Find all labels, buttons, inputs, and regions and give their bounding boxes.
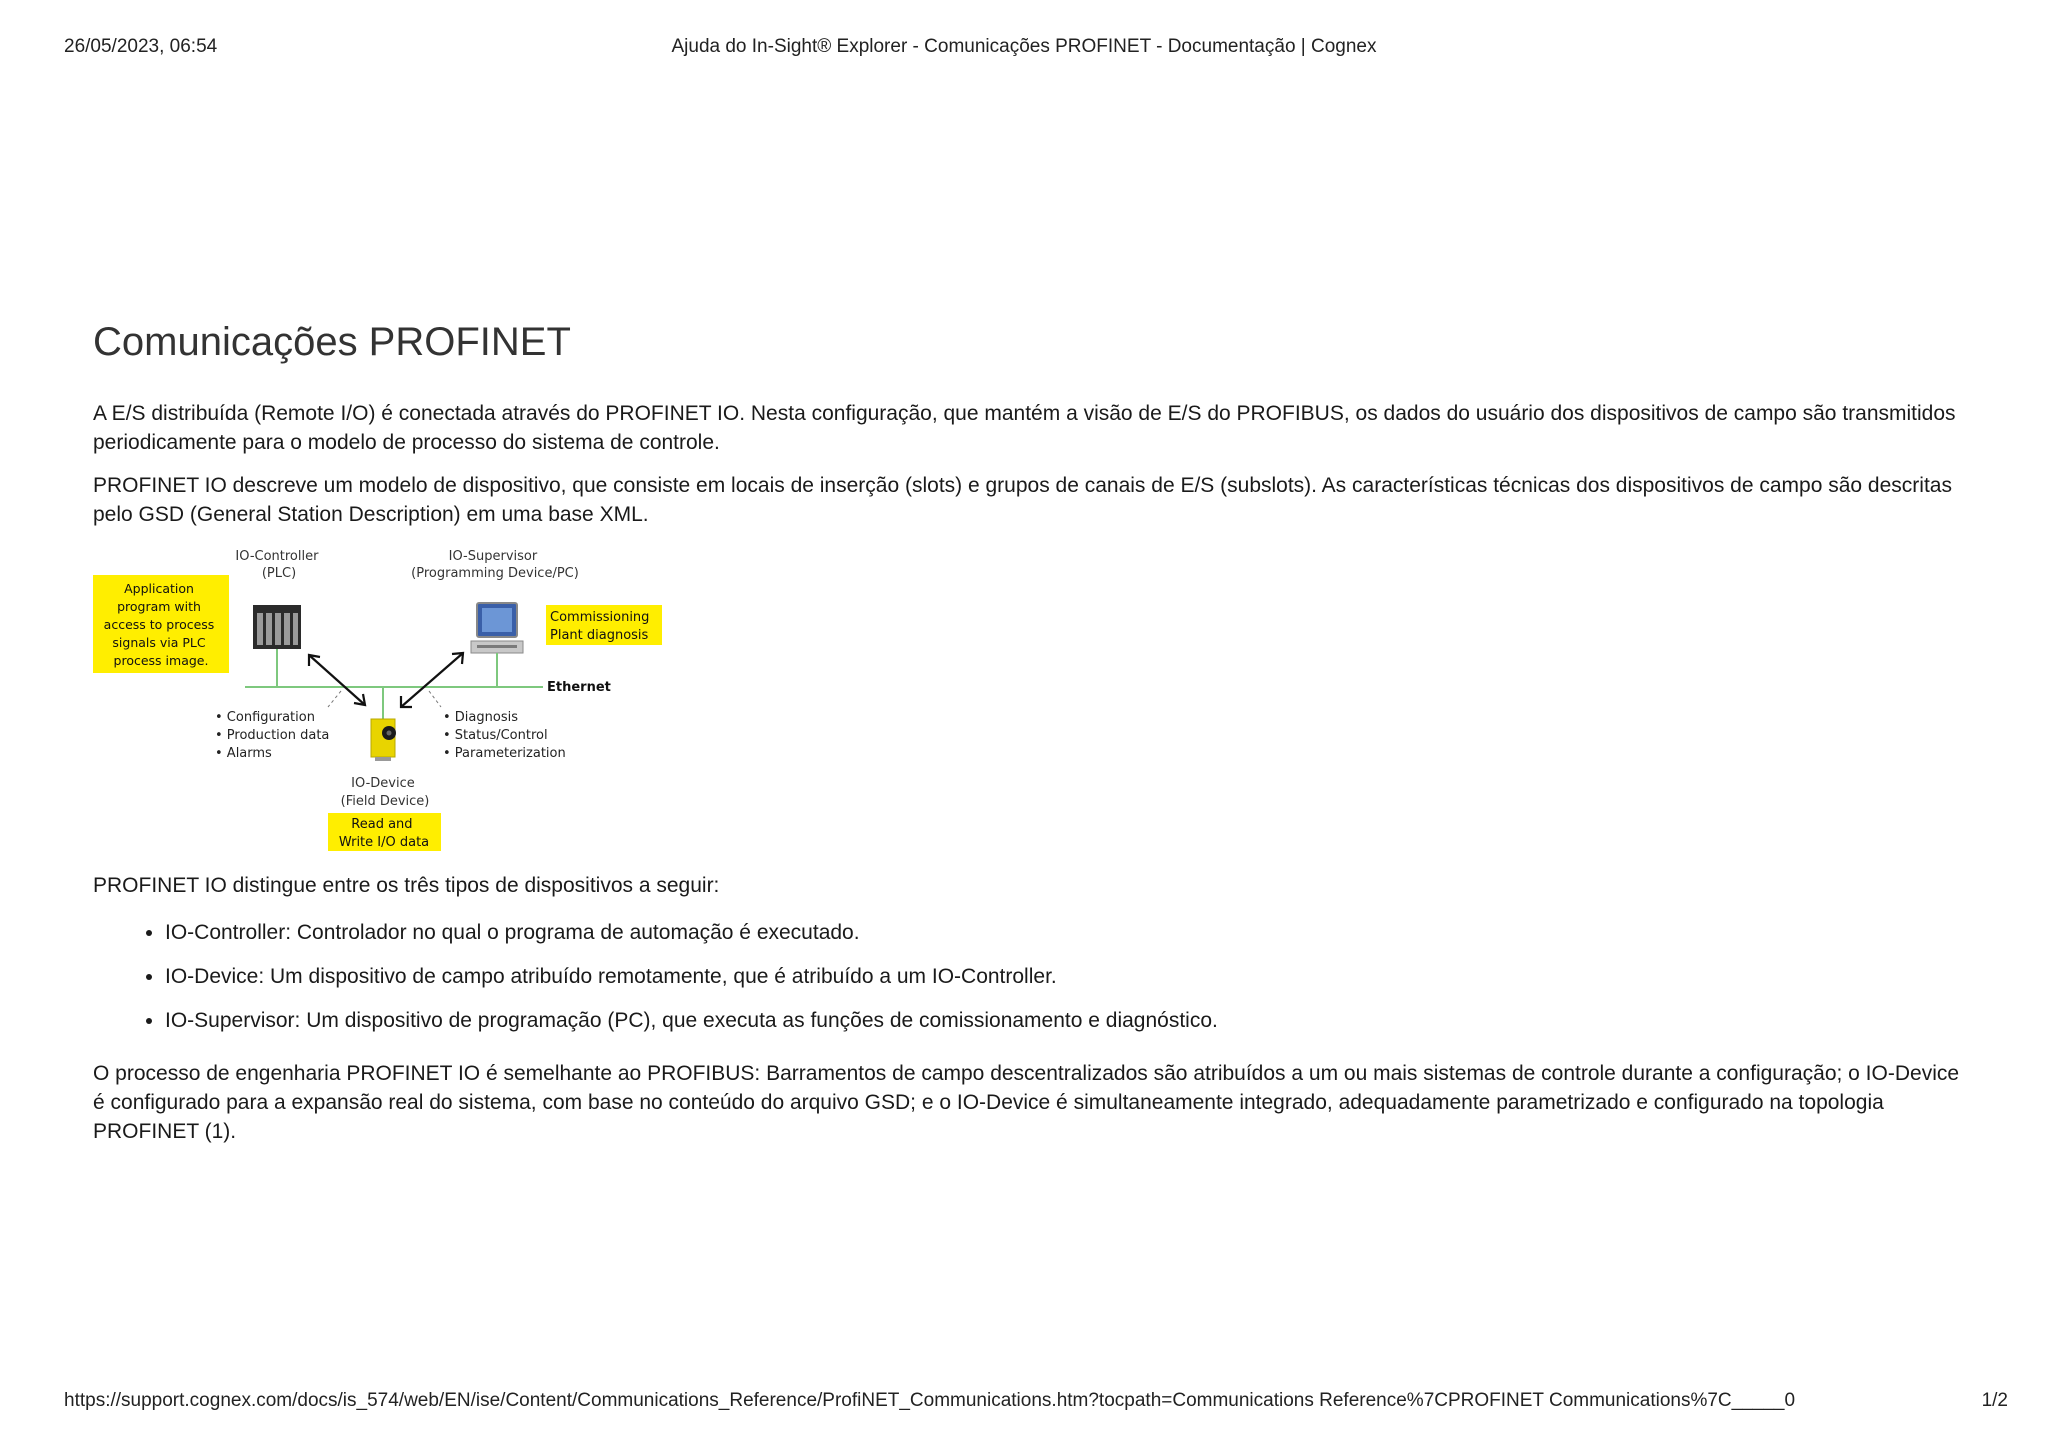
commissioning-note-text: Commissioning Plant diagnosis <box>550 610 650 643</box>
supervisor-label: IO-Supervisor (Programming Device/PC) <box>411 549 579 581</box>
print-page-title: Ajuda do In-Sight® Explorer - Comunicações PROFINET - Documentação | Cognex <box>671 36 1377 57</box>
print-footer <box>64 1390 2008 1414</box>
page-number: 1/2 <box>1981 1390 2008 1411</box>
app-note-text: Application program with access to process signals via PLC process image. <box>103 581 215 668</box>
field-device-icon <box>371 719 396 761</box>
print-header <box>64 36 1984 60</box>
list-item: • IO-Supervisor: Um dispositivo de programação (PC), que executa as funções de comissionamento e diagnóstico. <box>165 1006 1963 1035</box>
ethernet-label: Ethernet <box>547 680 611 695</box>
device-label: IO-Device (Field Device) <box>340 776 430 809</box>
rw-note-text: Read and Write I/O data <box>338 817 430 850</box>
pc-icon <box>471 603 523 653</box>
profinet-diagram <box>93 543 673 863</box>
print-datetime: 26/05/2023, 06:54 <box>64 36 218 57</box>
controller-functions: • Configuration • Production data • Alarms <box>215 710 330 761</box>
paragraph-device-types: PROFINET IO distingue entre os três tipos de dispositivos a seguir: <box>93 874 720 897</box>
paragraph-device-model: PROFINET IO descreve um modelo de dispositivo, que consiste em locais de inserção (slots) e grupos de canais de E/S (subslots). As características técnicas dos dispositivos de campo são descritas pelo GSD (General Station Description) em uma base XML. <box>93 474 1952 526</box>
paragraph-intro: A E/S distribuída (Remote I/O) é conectada através do PROFINET IO. Nesta configuração, que mantém a visão de E/S do PROFIBUS, os dados do usuário dos dispositivos de campo são transmitidos periodicamente para o modelo de processo do sistema de controle. <box>93 402 1956 454</box>
controller-label: IO-Controller (PLC) <box>235 549 319 581</box>
print-url: https://support.cognex.com/docs/is_574/web/EN/ise/Content/Communications_Reference/ProfiNET_Communications.htm?tocpath=Communications Reference%7CPROFINET Communications%7C_____0 <box>64 1390 1796 1411</box>
supervisor-functions: • Diagnosis • Status/Control • Parameterization <box>443 710 566 761</box>
paragraph-engineering: O processo de engenharia PROFINET IO é semelhante ao PROFIBUS: Barramentos de campo descentralizados são atribuídos a um ou mais sistemas de controle durante a configuração; o IO-Device é configurado para a expansão real do sistema, com base no conteúdo do arquivo GSD; e o IO-Device é simultaneamente integrado, adequadamente parametrizado e configurado na topologia PROFINET (1). <box>93 1062 1960 1143</box>
device-types-list <box>93 918 1963 1035</box>
page-title: Comunicações PROFINET <box>93 320 571 364</box>
list-item: • IO-Controller: Controlador no qual o programa de automação é executado. <box>165 918 1963 947</box>
plc-icon <box>253 605 301 649</box>
article <box>93 320 1963 1160</box>
list-item: • IO-Device: Um dispositivo de campo atribuído remotamente, que é atribuído a um IO-Controller. <box>165 962 1963 991</box>
